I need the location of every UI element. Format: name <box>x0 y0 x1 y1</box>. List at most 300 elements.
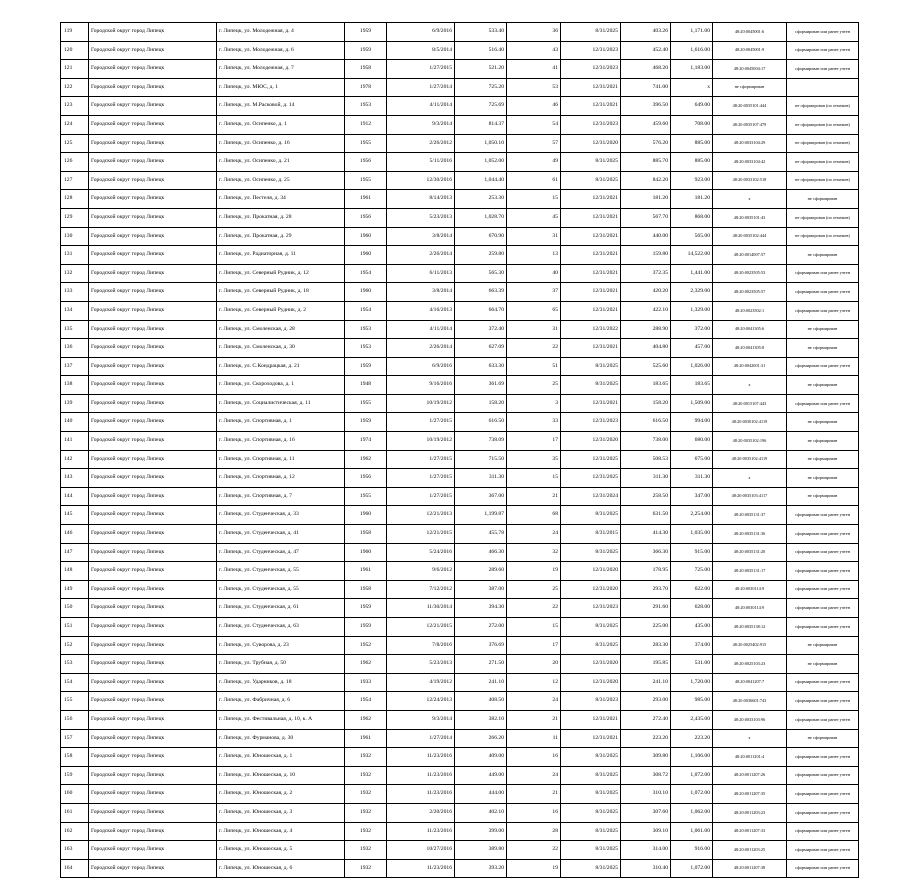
table-cell: 1,720.00 <box>671 673 713 692</box>
table-cell: Городской округ город Липецк <box>89 78 217 97</box>
table-cell: 366.30 <box>621 543 671 562</box>
table-cell: сформирован или ранее учтен <box>787 283 859 302</box>
table-cell: сформирован или ранее учтен <box>787 60 859 79</box>
table-cell: 157 <box>61 729 89 748</box>
table-row <box>61 394 859 413</box>
table-cell: 153 <box>61 655 89 674</box>
table-cell: 408.50 <box>455 692 507 711</box>
table-cell: 22 <box>507 339 561 358</box>
table-cell: 223.20 <box>671 729 713 748</box>
table-cell: г. Липецк, ул. Юношеская, д. 10 <box>217 766 345 785</box>
table-cell: 48:20:0030114:9 <box>713 599 787 618</box>
table-cell: 842.20 <box>621 171 671 190</box>
table-cell: 36 <box>507 23 561 42</box>
table-cell: 13 <box>507 246 561 265</box>
table-cell: 12/31/2020 <box>561 655 621 674</box>
table-cell: 1961 <box>345 190 387 209</box>
table-cell: 12/31/2021 <box>561 729 621 748</box>
table-cell: 8/31/2025 <box>561 357 621 376</box>
table-cell: 449.00 <box>455 766 507 785</box>
table-cell: 61 <box>507 171 561 190</box>
table-cell: 1959 <box>345 357 387 376</box>
table-cell: 414.30 <box>621 525 671 544</box>
table-cell: 12/31/2021 <box>561 394 621 413</box>
table-cell: 1/27/2015 <box>387 487 455 506</box>
table-cell: 151 <box>61 618 89 637</box>
table-cell: 48:20:0033103:96 <box>713 710 787 729</box>
table-cell: 45 <box>507 208 561 227</box>
table-cell: 141 <box>61 432 89 451</box>
table-cell: 1958 <box>345 580 387 599</box>
table-cell: 138 <box>61 376 89 395</box>
table-row <box>61 357 859 376</box>
table-cell: 12/31/2021 <box>561 710 621 729</box>
table-cell: сформирован или ранее учтен <box>787 301 859 320</box>
table-cell: 1,028.70 <box>455 208 507 227</box>
table-cell: 35 <box>507 450 561 469</box>
table-row <box>61 413 859 432</box>
table-cell: 4/11/2014 <box>387 320 455 339</box>
table-cell: 1960 <box>345 246 387 265</box>
table-cell: 387.00 <box>455 580 507 599</box>
table-cell: не сформирован <box>787 729 859 748</box>
table-row <box>61 525 859 544</box>
table-cell: 12/31/2023 <box>561 41 621 60</box>
table-cell: 148 <box>61 562 89 581</box>
table-cell: Городской округ город Липецк <box>89 469 217 488</box>
table-cell: сформирован или ранее учтен <box>787 859 859 878</box>
table-cell: Городской округ город Липецк <box>89 320 217 339</box>
table-cell: г. Липецк, ул. Фурманова, д. 30 <box>217 729 345 748</box>
table-cell: 361.69 <box>455 376 507 395</box>
table-cell: Городской округ город Липецк <box>89 562 217 581</box>
table-cell: 12/31/2021 <box>561 283 621 302</box>
table-cell: 1932 <box>345 785 387 804</box>
table-cell: 54 <box>507 115 561 134</box>
table-cell: 468.20 <box>621 60 671 79</box>
table-cell: Городской округ город Липецк <box>89 655 217 674</box>
table-cell: 16 <box>507 748 561 767</box>
table-cell: 48:20:0011207:26 <box>713 766 787 785</box>
table-cell: 149 <box>61 580 89 599</box>
table-row <box>61 60 859 79</box>
table-cell: 1955 <box>345 394 387 413</box>
table-cell: 1953 <box>345 97 387 116</box>
table-cell: 150 <box>61 599 89 618</box>
table-row <box>61 190 859 209</box>
table-cell: 48:20:0033102:518 <box>713 171 787 190</box>
table-cell: 10/19/2012 <box>387 432 455 451</box>
table-cell: 1,171.00 <box>671 23 713 42</box>
table-cell: сформирован или ранее учтен <box>787 394 859 413</box>
table-cell: Городской округ город Липецк <box>89 171 217 190</box>
table-cell: 258.50 <box>621 487 671 506</box>
table-cell: Городской округ город Липецк <box>89 729 217 748</box>
table-cell: 12/21/2015 <box>387 618 455 637</box>
table-row <box>61 859 859 878</box>
table-cell: 288.90 <box>621 320 671 339</box>
table-cell: 663.39 <box>455 283 507 302</box>
table-cell: 158.20 <box>455 394 507 413</box>
table-cell: не сформирован (по отмежев) <box>787 171 859 190</box>
table-cell: 57 <box>507 134 561 153</box>
table-cell: x <box>671 78 713 97</box>
table-row <box>61 23 859 42</box>
table-cell: г. Липецк, ул. Осипенко, д. 16 <box>217 134 345 153</box>
table-cell: 1959 <box>345 599 387 618</box>
table-cell: Городской округ город Липецк <box>89 246 217 265</box>
table-cell: x <box>713 469 787 488</box>
table-cell: 399.00 <box>455 822 507 841</box>
table-cell: 25 <box>507 376 561 395</box>
table-cell: 225.00 <box>621 618 671 637</box>
table-cell: г. Липецк, ул. Осипенко, д. 21 <box>217 153 345 172</box>
table-cell: 649.00 <box>671 97 713 116</box>
table-cell: 1955 <box>345 487 387 506</box>
table-cell: Городской округ город Липецк <box>89 264 217 283</box>
table-cell: 48:20:0041207:7 <box>713 673 787 692</box>
table-cell: г. Липецк, ул. Юношеская, д. 3 <box>217 803 345 822</box>
table-cell: 915.00 <box>671 543 713 562</box>
table-cell: 2,435.00 <box>671 710 713 729</box>
table-cell: 125 <box>61 134 89 153</box>
table-cell: 455.78 <box>455 525 507 544</box>
table-cell: 48:20:0035102:4119 <box>713 450 787 469</box>
table-cell: сформирован или ранее учтен <box>787 580 859 599</box>
table-cell: 8/31/2025 <box>561 153 621 172</box>
table-cell: 5/11/2016 <box>387 153 455 172</box>
table-cell: сформирован или ранее учтен <box>787 748 859 767</box>
table-cell: 670.90 <box>455 227 507 246</box>
table-cell: 12/31/2021 <box>561 190 621 209</box>
table-cell: 1,026.00 <box>671 357 713 376</box>
table-cell: 374.00 <box>671 636 713 655</box>
table-cell: 533.40 <box>455 23 507 42</box>
table-row <box>61 692 859 711</box>
table-cell: 10/27/2016 <box>387 841 455 860</box>
table-cell: 12/31/2020 <box>561 134 621 153</box>
table-cell: 31 <box>507 227 561 246</box>
table-cell: 178.95 <box>621 562 671 581</box>
table-cell: 12/30/2016 <box>387 171 455 190</box>
table-cell: 293.00 <box>621 692 671 711</box>
table-cell: 1959 <box>345 23 387 42</box>
table-cell: 48:20:0023505:57 <box>713 283 787 302</box>
table-row <box>61 450 859 469</box>
table-cell: 725.20 <box>455 78 507 97</box>
table-cell: не сформирован (по отмежев) <box>787 153 859 172</box>
table-cell: 11 <box>507 729 561 748</box>
table-cell: сформирован или ранее учтен <box>787 803 859 822</box>
table-cell: 48:20:0035102:444 <box>713 227 787 246</box>
table-cell: г. Липецк, ул. Спортивная, д. 12 <box>217 469 345 488</box>
table-cell: 15 <box>507 190 561 209</box>
table-cell: 48:20:0035103:4117 <box>713 487 787 506</box>
table-cell: 4/16/2013 <box>387 301 455 320</box>
table-row <box>61 543 859 562</box>
table-cell: 466.30 <box>455 543 507 562</box>
table-cell: 181.20 <box>671 190 713 209</box>
table-cell: Городской округ город Липецк <box>89 339 217 358</box>
table-cell: сформирован или ранее учтен <box>787 692 859 711</box>
table-cell: 393.20 <box>455 859 507 878</box>
table-cell: 1/27/2015 <box>387 450 455 469</box>
table-cell: 4/19/2012 <box>387 673 455 692</box>
table-cell: Городской округ город Липецк <box>89 525 217 544</box>
table-cell: 37 <box>507 283 561 302</box>
table-cell: 40 <box>507 264 561 283</box>
table-row <box>61 636 859 655</box>
table-cell: 48:20:0011207:35 <box>713 785 787 804</box>
table-cell: не сформирован <box>787 636 859 655</box>
table-row <box>61 320 859 339</box>
table-cell: г. Липецк, ул. Пестеля, д. 34 <box>217 190 345 209</box>
table-cell: 12/31/2023 <box>561 413 621 432</box>
table-cell: 389.80 <box>455 841 507 860</box>
table-cell: 9/3/2014 <box>387 115 455 134</box>
housing-table <box>60 22 859 878</box>
table-cell: не сформирован (по отмежев) <box>787 97 859 116</box>
table-cell: 25 <box>507 580 561 599</box>
table-row <box>61 41 859 60</box>
table-cell: 22 <box>507 841 561 860</box>
table-cell: Городской округ город Липецк <box>89 822 217 841</box>
table-cell: 122 <box>61 78 89 97</box>
table-cell: 152 <box>61 636 89 655</box>
table-cell: 1959 <box>345 618 387 637</box>
table-cell: 565.30 <box>455 264 507 283</box>
table-cell: 409.00 <box>455 748 507 767</box>
table-cell: 154 <box>61 673 89 692</box>
table-cell: 994.00 <box>671 413 713 432</box>
table-cell: г. Липецк, ул. Студенческая, д. 55 <box>217 562 345 581</box>
table-cell: 10/19/2012 <box>387 394 455 413</box>
table-cell: г. Липецк, ул. Юношеская, д. 2 <box>217 785 345 804</box>
table-row <box>61 599 859 618</box>
table-cell: 715.50 <box>455 450 507 469</box>
table-cell: 916.00 <box>671 841 713 860</box>
table-cell: Городской округ город Липецк <box>89 301 217 320</box>
table-cell: 1,199.87 <box>455 506 507 525</box>
table-cell: 1960 <box>345 283 387 302</box>
table-cell: г. Липецк, ул. Юношеская, д. 5 <box>217 841 345 860</box>
table-cell: 140 <box>61 413 89 432</box>
table-cell: 24 <box>507 766 561 785</box>
table-cell: сформирован или ранее учтен <box>787 264 859 283</box>
table-row <box>61 283 859 302</box>
table-cell: 48:20:0011203:23 <box>713 803 787 822</box>
table-cell: 725.69 <box>455 97 507 116</box>
table-cell: 8/31/2025 <box>561 506 621 525</box>
table-row <box>61 748 859 767</box>
table-cell: 121 <box>61 60 89 79</box>
table-cell: 3/8/2014 <box>387 227 455 246</box>
table-cell: 48:20:0035138:12 <box>713 618 787 637</box>
table-cell: не сформирован <box>787 469 859 488</box>
table-cell: 159 <box>61 766 89 785</box>
table-cell: г. Липецк, ул. М.Расковой, д. 14 <box>217 97 345 116</box>
table-cell: 33 <box>507 413 561 432</box>
table-cell: 48:20:0035131:17 <box>713 562 787 581</box>
table-cell: 1/27/2014 <box>387 78 455 97</box>
table-cell: 158 <box>61 748 89 767</box>
table-cell: 12/31/2021 <box>561 97 621 116</box>
table-cell: Городской округ город Липецк <box>89 23 217 42</box>
table-cell: 9/16/2016 <box>387 376 455 395</box>
table-cell: 12/31/2021 <box>561 227 621 246</box>
table-cell: 444.00 <box>455 785 507 804</box>
table-cell: 457.00 <box>671 339 713 358</box>
table-cell: г. Липецк, ул. Смоленская, д. 30 <box>217 339 345 358</box>
table-cell: 576.20 <box>621 134 671 153</box>
table-cell: 48:20:0030102:4119 <box>713 413 787 432</box>
table-cell: 12/31/2021 <box>561 208 621 227</box>
table-cell: 311.30 <box>455 469 507 488</box>
table-cell: 459.60 <box>621 115 671 134</box>
table-cell: не сформирован (по отмежев) <box>787 115 859 134</box>
table-cell: 2,329.00 <box>671 283 713 302</box>
table-cell: 147 <box>61 543 89 562</box>
table-cell: не сформирован (по отмежев) <box>787 134 859 153</box>
table-cell: Городской округ город Липецк <box>89 841 217 860</box>
table-cell: 347.00 <box>671 487 713 506</box>
table-cell: 396.50 <box>621 97 671 116</box>
table-cell: Городской округ город Липецк <box>89 859 217 878</box>
table-cell: 271.50 <box>455 655 507 674</box>
table-cell: 32 <box>507 543 561 562</box>
table-cell: Городской округ город Липецк <box>89 227 217 246</box>
table-cell: 885.70 <box>621 153 671 172</box>
table-cell: Городской округ город Липецк <box>89 134 217 153</box>
table-cell: 48:20:0014007:57 <box>713 246 787 265</box>
table-cell: 259.80 <box>455 246 507 265</box>
table-row <box>61 673 859 692</box>
table-cell: 241.10 <box>455 673 507 692</box>
table-cell: 1959 <box>345 413 387 432</box>
table-cell: г. Липецк, ул. Спортивная, д. 7 <box>217 487 345 506</box>
table-cell: не сформирован <box>787 246 859 265</box>
table-cell: 2/26/2012 <box>387 134 455 153</box>
table-cell: сформирован или ранее учтен <box>787 23 859 42</box>
table-cell: 7/12/2012 <box>387 580 455 599</box>
table-cell: 310.10 <box>621 785 671 804</box>
table-cell: г. Липецк, ул. Осипенко, д. 25 <box>217 171 345 190</box>
table-cell: 1960 <box>345 543 387 562</box>
table-cell: 48:20:0035101:43 <box>713 208 787 227</box>
table-cell: 814.37 <box>455 115 507 134</box>
table-cell: 1,072.00 <box>671 859 713 878</box>
table-cell: не сформирован <box>787 655 859 674</box>
table-cell: Городской округ город Липецк <box>89 432 217 451</box>
table-cell: 1912 <box>345 115 387 134</box>
table-row <box>61 246 859 265</box>
table-cell: Городской округ город Липецк <box>89 748 217 767</box>
table-cell: 2/26/2014 <box>387 339 455 358</box>
table-row <box>61 580 859 599</box>
table-row <box>61 841 859 860</box>
table-cell: сформирован или ранее учтен <box>787 618 859 637</box>
table-cell: не сформирован <box>787 320 859 339</box>
table-cell: 708.00 <box>671 115 713 134</box>
table-cell: Городской округ город Липецк <box>89 60 217 79</box>
table-cell: 48:20:0045001:6 <box>713 23 787 42</box>
table-cell: сформирован или ранее учтен <box>787 357 859 376</box>
table-cell: 310.40 <box>621 859 671 878</box>
table-cell: 135 <box>61 320 89 339</box>
table-cell: 137 <box>61 357 89 376</box>
table-cell: 311.30 <box>671 469 713 488</box>
table-cell: 48:20:0035131:36 <box>713 525 787 544</box>
table-cell: г. Липецк, ул. Спортивная, д. 16 <box>217 432 345 451</box>
table-cell: 1932 <box>345 766 387 785</box>
table-cell: 48:20:0025402:915 <box>713 636 787 655</box>
table-cell: 49 <box>507 153 561 172</box>
table-cell: 155 <box>61 692 89 711</box>
table-cell: 565.00 <box>671 227 713 246</box>
table-cell: 143 <box>61 469 89 488</box>
table-cell: 145 <box>61 506 89 525</box>
table-cell: сформирован или ранее учтен <box>787 841 859 860</box>
table-cell: 8/31/2025 <box>561 23 621 42</box>
table-cell: 48:20:0030114:9 <box>713 580 787 599</box>
table-cell: не сформирован <box>787 487 859 506</box>
table-cell: Городской округ город Липецк <box>89 190 217 209</box>
table-cell: 8/31/2025 <box>561 766 621 785</box>
table-cell: 48:20:0011207:38 <box>713 859 787 878</box>
table-cell: 12/31/2020 <box>561 580 621 599</box>
table-cell: 516.40 <box>455 41 507 60</box>
table-cell: 1/27/2015 <box>387 469 455 488</box>
table-cell: 311.30 <box>621 469 671 488</box>
table-cell: 266.20 <box>455 729 507 748</box>
table-row <box>61 562 859 581</box>
table-row <box>61 208 859 227</box>
table-cell: 12/31/2020 <box>561 432 621 451</box>
table-cell: 158.20 <box>621 394 671 413</box>
table-cell: 22 <box>507 599 561 618</box>
table-row <box>61 78 859 97</box>
table-row <box>61 469 859 488</box>
table-cell: 12/31/2021 <box>561 78 621 97</box>
table-cell: 627.09 <box>455 339 507 358</box>
table-cell: 1958 <box>345 60 387 79</box>
table-cell: 985.00 <box>671 692 713 711</box>
table-cell: 134 <box>61 301 89 320</box>
table-cell: 48:20:0023502:1 <box>713 301 787 320</box>
table-cell: 616.50 <box>621 413 671 432</box>
table-cell: 8/31/2025 <box>561 803 621 822</box>
table-cell: 12/31/2021 <box>561 246 621 265</box>
table-cell: 1,509.00 <box>671 394 713 413</box>
table-cell: 1,052.00 <box>455 153 507 172</box>
table-cell: Городской округ город Липецк <box>89 283 217 302</box>
table-cell: 1,061.00 <box>671 822 713 841</box>
table-cell: г. Липецк, ул. Суворова, д. 23 <box>217 636 345 655</box>
table-cell: 183.65 <box>621 376 671 395</box>
table-cell: 1962 <box>345 710 387 729</box>
table-cell: 11/23/2016 <box>387 748 455 767</box>
table-cell: 1960 <box>345 227 387 246</box>
table-cell: 1/27/2015 <box>387 413 455 432</box>
table-cell: сформирован или ранее учтен <box>787 599 859 618</box>
table-cell: г. Липецк, ул. Фабричная, д. 6 <box>217 692 345 711</box>
table-cell: 567.70 <box>621 208 671 227</box>
table-cell: x <box>713 190 787 209</box>
table-cell: 403.26 <box>621 23 671 42</box>
table-cell: 48:20:0045004:17 <box>713 60 787 79</box>
table-cell: 24 <box>507 525 561 544</box>
table-cell: не сформирован <box>787 190 859 209</box>
